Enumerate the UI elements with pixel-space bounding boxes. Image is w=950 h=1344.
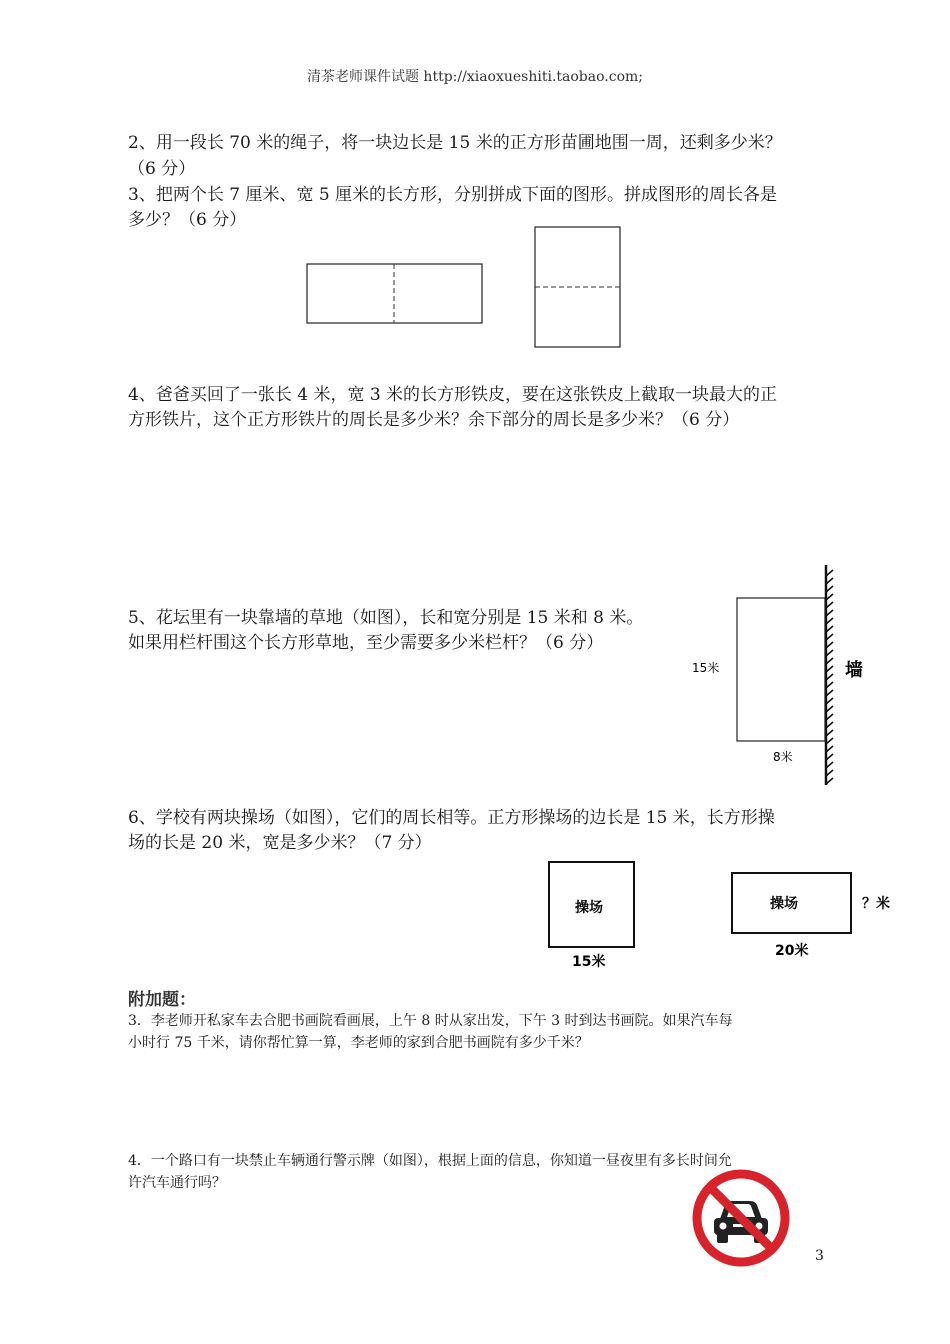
rectangle-field	[732, 873, 890, 959]
page-number: 3	[815, 1248, 824, 1264]
question-2-line-2: （6 分）	[128, 159, 196, 179]
q6-figures	[540, 850, 920, 980]
q3-horizontal-figure	[307, 264, 482, 323]
square-field	[549, 862, 634, 970]
square-side-label: 15米	[572, 954, 606, 970]
bonus-4-line-1: 4．一个路口有一块禁止车辆通行警示牌（如图），根据上面的信息，你知道一昼夜里有多长时间允	[128, 1153, 732, 1169]
question-4-line-2: 方形铁片，这个正方形铁片的周长是多少米？余下部分的周长是多少米？（6 分）	[128, 410, 740, 430]
q3-vertical-figure	[535, 227, 620, 347]
width-label: 8米	[773, 750, 793, 764]
question-6-line-1: 6、学校有两块操场（如图），它们的周长相等。正方形操场的边长是 15 米，长方形操	[128, 808, 775, 828]
question-6-line-2: 场的长是 20 米，宽是多少米？（7 分）	[128, 833, 432, 853]
question-5-line-1: 5、花坛里有一块靠墙的草地（如图），长和宽分别是 15 米和 8 米。	[128, 608, 644, 628]
rectangle-length-label: 20米	[775, 943, 809, 959]
rectangle-width-label: ？米	[862, 896, 890, 912]
question-2-line-1: 2、用一段长 70 米的绳子，将一块边长是 15 米的正方形苗圃地围一周，还剩多少米？	[128, 133, 782, 153]
wall-label: 墙	[845, 660, 863, 681]
bonus-3-line-1: 3．李老师开私家车去合肥书画院看画展，上午 8 时从家出发，下午 3 时到达书画院。如果汽车每	[128, 1013, 733, 1029]
bonus-title: 附加题：	[128, 990, 196, 1010]
question-4-line-1: 4、爸爸买回了一张长 4 米，宽 3 米的长方形铁皮，要在这张铁皮上截取一块最大的正	[128, 385, 778, 405]
question-3-line-1: 3、把两个长 7 厘米、宽 5 厘米的长方形，分别拼成下面的图形。拼成图形的周长各是	[128, 185, 778, 205]
q3-figures	[300, 220, 630, 355]
q5-figure	[680, 560, 880, 790]
no-vehicles-sign-icon	[690, 1167, 792, 1269]
bonus-3-line-2: 小时行 75 千米，请你帮忙算一算，李老师的家到合肥书画院有多少千米？	[128, 1035, 589, 1051]
grass-rectangle	[737, 598, 825, 741]
length-label: 15米	[692, 661, 720, 675]
question-5-line-2: 如果用栏杆围这个长方形草地，至少需要多少米栏杆？（6 分）	[128, 633, 604, 653]
square-field-label: 操场	[575, 900, 603, 916]
page-header: 清茶老师课件试题 http://xiaoxueshiti.taobao.com;	[306, 69, 643, 85]
rectangle-field-label: 操场	[770, 896, 798, 912]
question-3-line-2: 多少？（6 分）	[128, 210, 247, 230]
bonus-4-line-2: 许汽车通行吗？	[128, 1175, 226, 1191]
